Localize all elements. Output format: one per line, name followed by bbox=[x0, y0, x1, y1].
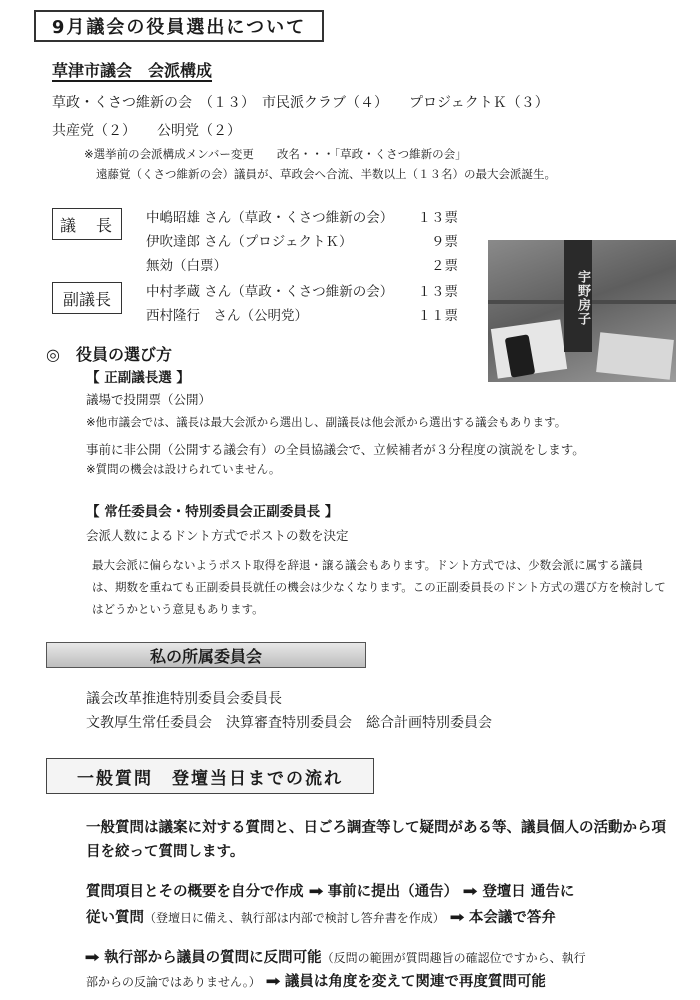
vice-chair-label: 副議長 bbox=[52, 282, 122, 314]
council-line-1: 草政・くさつ維新の会 （１３） 市民派クラブ（４） プロジェクトＫ（３） bbox=[52, 95, 549, 111]
selection-line: ※他市議会では、議長は最大会派から選出し、副議長は他会派から選出する議会もあります。 bbox=[86, 415, 567, 429]
arrow-right-icon: ➡ bbox=[462, 884, 478, 900]
flow-row-4 bbox=[86, 970, 546, 991]
chair-vote-count: １３票 bbox=[417, 210, 458, 226]
selection-sub-1: 【 正副議長選 】 bbox=[86, 370, 190, 386]
chair-vote-name: 無効（白票） bbox=[146, 258, 227, 274]
vice-vote-count: １３票 bbox=[417, 284, 458, 300]
vice-vote-name: 西村隆行 さん（公明党） bbox=[146, 308, 308, 324]
council-seat-photo bbox=[488, 240, 676, 382]
flow-step: 事前に提出（通告） bbox=[327, 884, 459, 900]
council-line-2: 共産党（２） 公明党（２） bbox=[52, 123, 241, 139]
selection-paragraph: 最大会派に偏らないようポスト取得を辞退・譲る議会もあります。ドント方式では、少数会派に属する議員は、期数を重ねても正副委員長就任の機会は少なくなります。この正副委員長のドント方式の選び方を検討してはどうかという意見もあります。 bbox=[92, 558, 666, 616]
chair-label: 議 長 bbox=[52, 208, 122, 240]
vice-vote-count: １１票 bbox=[417, 308, 458, 324]
page-title: 9月議会の役員選出について bbox=[34, 10, 324, 42]
committee-line-2: 文教厚生常任委員会 決算審査特別委員会 総合計画特別委員会 bbox=[86, 715, 492, 731]
council-note-2: 遠藤覚（くさつ維新の会）議員が、草政会へ合流、半数以上（１３名）の最大会派誕生。 bbox=[96, 167, 556, 181]
flow-heading: 一般質問 登壇当日までの流れ bbox=[46, 758, 374, 794]
flow-step: 従い質問 bbox=[86, 910, 144, 926]
flow-row-2 bbox=[86, 906, 556, 927]
committee-line-1: 議会改革推進特別委員会委員長 bbox=[86, 691, 282, 707]
selection-line: 会派人数によるドント方式でポストの数を決定 bbox=[86, 528, 349, 543]
committee-heading: 私の所属委員会 bbox=[46, 642, 366, 668]
paper bbox=[596, 332, 674, 380]
selection-line: ※質問の機会は設けられていません。 bbox=[86, 462, 281, 476]
chair-vote-name: 伊吹達郎 さん（プロジェクトＫ） bbox=[146, 234, 353, 250]
flow-note: （登壇日に備え、執行部は内部で検討し答弁書を作成） bbox=[144, 911, 445, 925]
chair-vote-count: ２票 bbox=[431, 258, 458, 274]
flow-step: 本会議で答弁 bbox=[468, 910, 556, 926]
flow-note: （反問の範囲が質問趣旨の確認位ですから、執行 bbox=[321, 951, 586, 965]
council-heading: 草津市議会 会派構成 bbox=[52, 61, 213, 80]
arrow-right-icon: ➡ bbox=[307, 884, 324, 900]
flow-step: 質問項目とその概要を自分で作成 bbox=[86, 884, 304, 900]
council-note-1: ※選挙前の会派構成メンバー変更 改名・・・「草政・くさつ維新の会」 bbox=[84, 147, 467, 161]
arrow-right-icon: ➡ bbox=[265, 974, 281, 990]
selection-heading: ◎ 役員の選び方 bbox=[46, 345, 172, 364]
arrow-right-icon: ➡ bbox=[84, 950, 100, 966]
vice-vote-name: 中村孝蔵 さん（草政・くさつ維新の会） bbox=[146, 284, 394, 300]
flow-intro: 一般質問は議案に対する質問と、日ごろ調査等して疑問がある等、議員個人の活動から項目を絞って質問します。 bbox=[86, 820, 666, 860]
chair-vote-name: 中嶋昭雄 さん（草政・くさつ維新の会） bbox=[146, 210, 394, 226]
flow-step: 執行部から議員の質問に反問可能 bbox=[104, 950, 322, 966]
flow-step: 議員は角度を変えて関連で再度質問可能 bbox=[284, 974, 546, 990]
selection-line: 議場で投開票（公開） bbox=[86, 392, 212, 407]
flow-step: 登壇日 通告に bbox=[482, 884, 575, 900]
selection-line: 事前に非公開（公開する議会有）の全員協議会で、立候補者が３分程度の演説をします。 bbox=[86, 442, 585, 457]
arrow-right-icon: ➡ bbox=[449, 910, 465, 926]
flow-row-3 bbox=[86, 946, 586, 967]
chair-vote-count: ９票 bbox=[431, 234, 458, 250]
selection-sub-2: 【 常任委員会・特別委員会正副委員長 】 bbox=[86, 504, 339, 520]
flow-note: 部からの反論ではありません。） bbox=[86, 975, 261, 989]
flow-row-1 bbox=[86, 880, 574, 901]
nameplate: 宇野房子 bbox=[564, 240, 592, 352]
